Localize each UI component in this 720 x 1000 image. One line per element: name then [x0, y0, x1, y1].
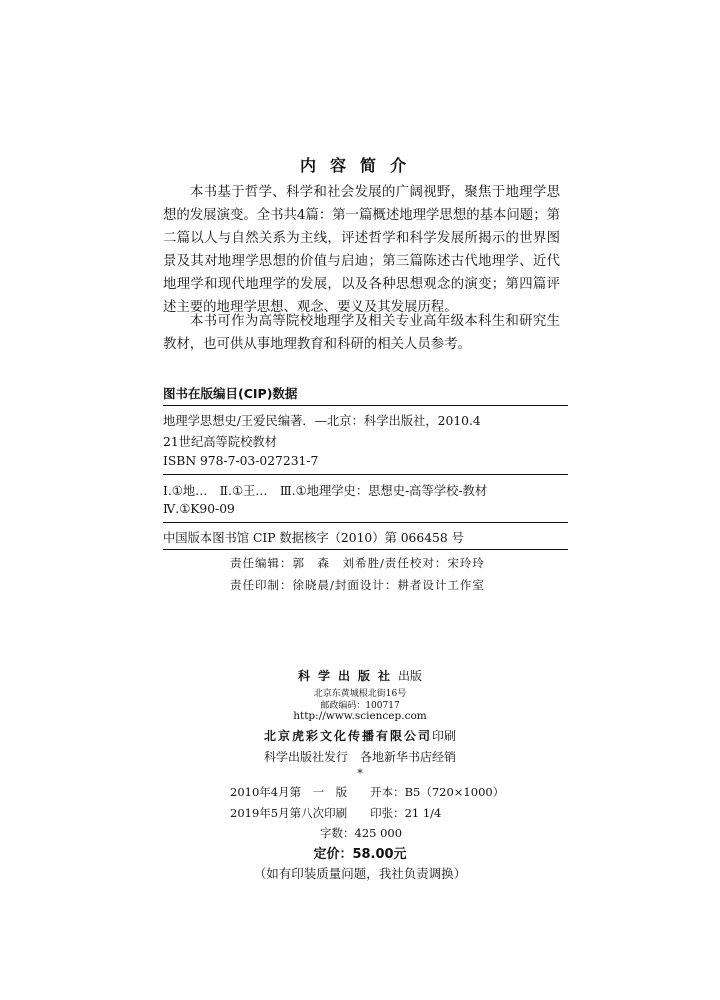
cip-classification-line-2: Ⅳ.①K90-09	[163, 502, 235, 516]
separator-star: *	[357, 767, 363, 780]
publisher-url: http://www.sciencep.com	[293, 710, 427, 722]
intro-paragraph-2: 本书可作为高等院校地理学及相关专业高年级本科生和研究生教材，也可供从事地理教育和科研的相关人员参考。	[163, 314, 560, 352]
cip-series-line: 21世纪高等院校教材	[163, 435, 278, 449]
printer-name: 北京虎彩文化传播有限公司	[263, 729, 432, 743]
cip-top-rule	[163, 405, 568, 406]
cip-middle-rule	[163, 474, 568, 475]
publisher-suffix: 出版	[398, 669, 423, 683]
edition-line: 2010年4月第 一 版 开本：B5（720×1000）	[230, 785, 505, 799]
cip-classification-line-1: Ⅰ.①地… Ⅱ.①王… Ⅲ.①地理学史：思想史-高等学校-教材	[163, 484, 488, 498]
publisher-postcode: 邮政编码：100717	[320, 701, 400, 711]
printer-line	[0, 727, 720, 744]
credits-printing: 责任印制：徐晓晨/封面设计：耕者设计工作室	[230, 578, 485, 592]
distribution-line: 科学出版社发行 各地新华书店经销	[263, 750, 456, 764]
intro-paragraph-1: 本书基于哲学、科学和社会发展的广阔视野，聚焦于地理学思想的发展演变。全书共4篇：第一篇概述地理学思想的基本问题；第二篇以人与自然关系为主线，评述哲学和科学发展所揭示的世界图景及其对地理学思想的价值与启迪；第三篇陈述古代地理学、近代地理学和现代地理学的发展，以及各种思想观念的演变；第四篇评述主要的地理学思想、观念、要义及其发展历程。	[163, 185, 560, 315]
cip-title-line: 地理学思想史/王爱民编著．—北京：科学出版社，2010.4	[163, 414, 481, 428]
cip-bottom-rule	[163, 549, 568, 550]
publisher-address: 北京东黄城根北街16号	[313, 689, 407, 699]
cip-isbn-line: ISBN 978-7-03-027231-7	[163, 454, 319, 468]
word-count: 字数：425 000	[320, 826, 403, 840]
quality-notice: （如有印装质量问题，我社负责调换）	[253, 866, 467, 881]
publisher-name: 科学出版社	[297, 669, 398, 683]
cip-number-line: 中国版本图书馆 CIP 数据核字（2010）第 066458 号	[163, 531, 464, 545]
intro-title: 内容简介	[299, 156, 420, 175]
credits-editors: 责任编辑：郭 森 刘希胜/责任校对：宋玲玲	[230, 556, 485, 570]
printing-line: 2019年5月第八次印刷 印张：21 1/4	[230, 806, 442, 820]
printer-suffix: 印刷	[432, 729, 457, 743]
publisher-line	[0, 667, 720, 684]
price: 定价：58.00元	[313, 847, 407, 862]
cip-lower-rule	[163, 522, 568, 523]
cip-heading: 图书在版编目(CIP)数据	[163, 386, 298, 401]
